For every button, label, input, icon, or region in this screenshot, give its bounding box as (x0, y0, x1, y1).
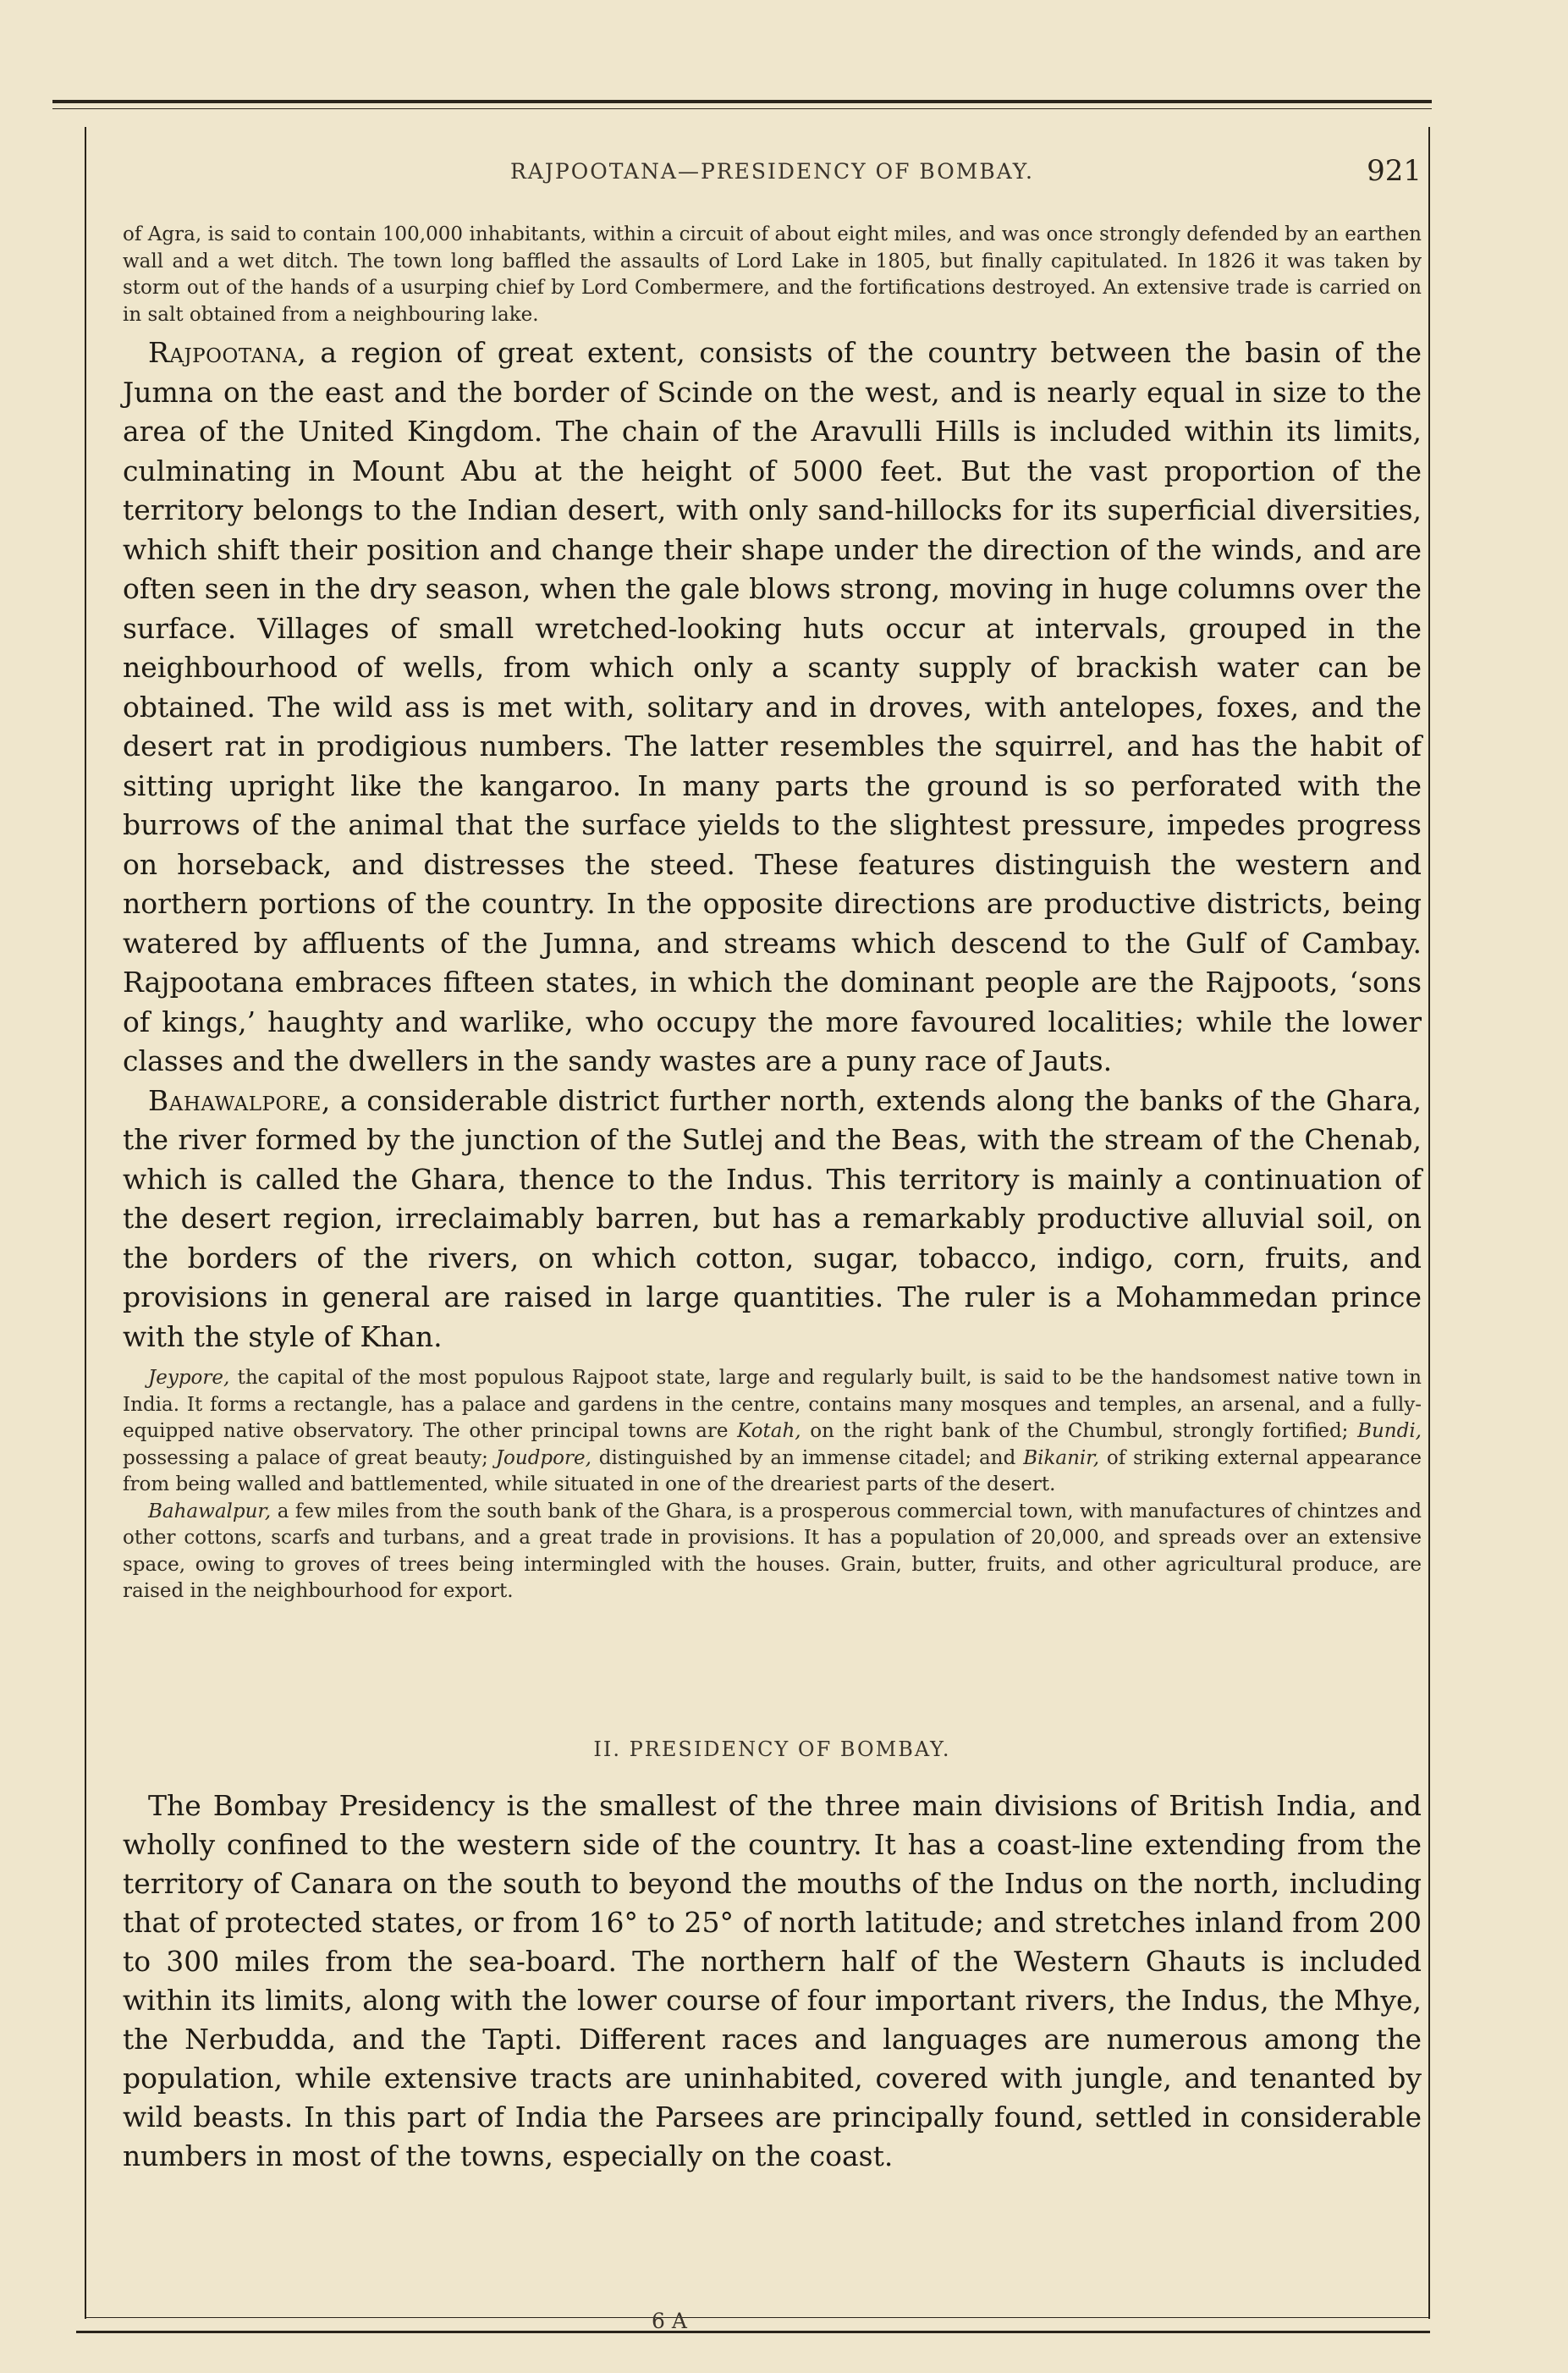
right-border (1428, 127, 1430, 2319)
page-number: 921 (1367, 154, 1422, 188)
rajpootana-text: , a region of great extent, consists of the country between the basin of the Jumna on the east and the border of Scinde on the west, and is nearly equal in size to the area of the United Kingdom. The chain of the Aravulli Hills is included within its limits, culminating in Mount Abu at the height of 5000 feet. But the vast proportion of the territory belongs to the Indian desert, with only sand-hillocks for its superficial diversities, which shift their position and change their shape under the direction of the winds, and are often seen in the dry season, when the gale blows strong, moving in huge columns over the surface. Villages of small wretched-looking huts occur at intervals, grouped in the neighbourhood of wells, from which only a scanty supply of brackish water can be obtained. The wild ass is met with, solitary and in droves, with antelopes, foxes, and the desert rat in prodigious numbers. The latter resembles the squirrel, and has the habit of sitting upright like the kangaroo. In many parts the ground is so perforated with the burrows of the animal that the surface yields to the slightest pressure, impedes progress on horseback, and distresses the steed. These features distinguish the western and northern portions of the country. In the opposite directions are productive districts, being watered by affluents of the Jumna, and streams which descend to the Gulf of Cambay. Rajpootana embraces fifteen states, in which the dominant people are the Rajpoots, ‘sons of kings,’ haughty and warlike, who occupy the more favoured localities; while the lower classes and the dwellers in the sandy wastes are a puny race of Jauts. (123, 336, 1422, 1077)
bahawalpur-note (123, 1499, 1422, 1605)
jeypore-text-4: distinguished by an immense citadel; and (591, 1446, 1024, 1469)
intro-paragraph: of Agra, is said to contain 100,000 inhabitants, within a circuit of about eight miles, and was once strongly defended by an earthen wall and a wet ditch. The town long baffled the assaults of Lord Lake in 1805, but finally capitulated. In 1826 it was taken by storm out of the hands of a usurping chief by Lord Combermere, and the fortifications destroyed. An extensive trade is carried on in salt obtained from a neighbouring lake. (123, 223, 1422, 326)
kotah-name: Kotah, (737, 1420, 801, 1442)
bahawalpore-text: , a considerable district further north, extends along the banks of the Ghara, the river formed by the junction of the Sutlej and the Beas, with the stream of the Chenab, which is called the Ghara, thence to the Indus. This territory is mainly a continuation of the desert region, irreclaimably barren, but has a remarkably productive alluvial soil, on the borders of the rivers, on which cotton, sugar, tobacco, indigo, corn, fruits, and provisions in general are raised in large quantities. The ruler is a Mohammedan prince with the style of Khan. (123, 1083, 1422, 1353)
bottom-rule-thin (85, 2317, 1430, 2318)
bahawalpur-name: Bahawalpur, (148, 1500, 272, 1522)
bundi-name: Bundi, (1357, 1420, 1422, 1442)
bahawalpore-paragraph (123, 1082, 1422, 1357)
main-text-column (123, 222, 1422, 1605)
top-rule-thin (52, 108, 1432, 109)
section-heading: II. PRESIDENCY OF BOMBAY. (593, 1737, 951, 1761)
bombay-column (123, 1787, 1422, 2176)
left-border (85, 127, 86, 2319)
jeypore-text-1: the capital of the most populous Rajpoot state, large and regularly built, is said to be the handsomest native town in India. It forms a rectangle, has a palace and gardens in the centre, contains many mosques and temples, an arsenal, and a fully-equipped native observatory. The other principal towns are (123, 1367, 1422, 1442)
bahawalpore-term: Bahawalpore (148, 1083, 322, 1117)
jeypore-note (123, 1365, 1422, 1499)
top-rule-thick (52, 100, 1432, 103)
jeypore-text-2: on the right bank of the Chumbul, strongly fortified; (801, 1420, 1358, 1442)
bottom-rule-thick (76, 2331, 1430, 2333)
jeypore-text-5: of striking external appearance from being walled and battlemented, while situated in one of the dreariest parts of the desert. (123, 1446, 1422, 1495)
rajpootana-term: Rajpootana (148, 336, 298, 369)
bahawalpur-text: a few miles from the south bank of the Ghara, is a prosperous commercial town, with manufactures of chintzes and other cottons, scarfs and turbans, and a great trade in provisions. It has a population of 20,000, and spreads over an extensive space, owing to groves of trees being intermingled with the houses. Grain, butter, fruits, and other agricultural produce, are raised in the neighbourhood for export. (123, 1500, 1422, 1602)
page-header (123, 154, 1422, 193)
running-head: RAJPOOTANA—PRESIDENCY OF BOMBAY. (509, 159, 1034, 184)
jeypore-name: Jeypore, (148, 1367, 230, 1389)
bombay-paragraph: The Bombay Presidency is the smallest of the three main divisions of British India, and wholly confined to the western side of the country. It has a coast-line extending from the territory of Canara on the south to beyond the mouths of the Indus on the north, including that of protected states, or from 16° to 25° of north latitude; and stretches inland from 200 to 300 miles from the sea-board. The northern half of the Western Ghauts is included within its limits, along with the lower course of four important rivers, the Indus, the Mhye, the Nerbudda, and the Tapti. Different races and languages are numerous among the population, while extensive tracts are uninhabited, covered with jungle, and tenanted by wild beasts. In this part of India the Parsees are principally found, settled in considerable numbers in most of the towns, especially on the coast. (123, 1789, 1422, 2172)
joudpore-name: Joudpore, (495, 1446, 591, 1469)
rajpootana-paragraph (123, 333, 1422, 1082)
jeypore-text-3: possessing a palace of great beauty; (123, 1446, 496, 1469)
bikanir-name: Bikanir, (1023, 1446, 1100, 1469)
signature-mark: 6 A (652, 2309, 687, 2333)
